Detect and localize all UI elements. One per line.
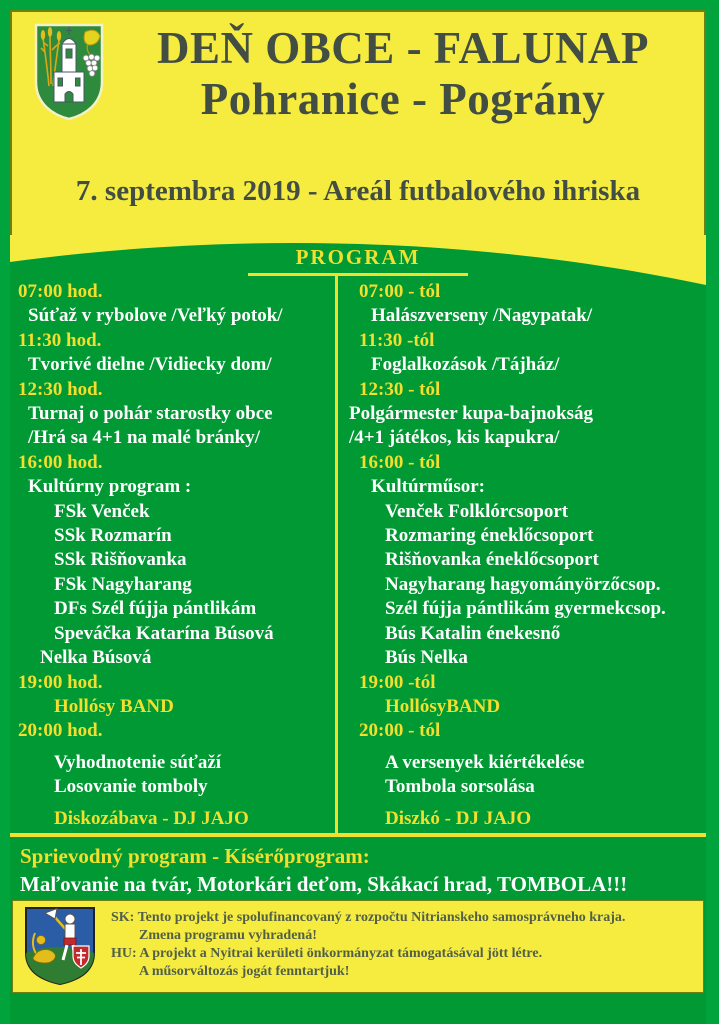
program-line: Nagyharang hagyományörzőcsop. [385,573,661,595]
program-line: Kultúrny program : [28,476,192,498]
program-line: Turnaj o pohár starostky obce [28,403,273,425]
program-line: 07:00 - tól [359,281,441,302]
program-line: Rozmaring éneklőcsoport [385,525,594,547]
program-line: Diskozábava - DJ JAJO [54,807,249,829]
program-line: SSk Rišňovanka [54,549,187,571]
side-program-items: Maľovanie na tvár, Motorkári deťom, Skákací hrad, TOMBOLA!!! [20,871,628,896]
program-columns [10,280,706,831]
sponsor-line: Zmena programu vyhradená! [139,927,317,943]
sponsor-text-block [111,901,625,981]
program-line: /Hrá sa 4+1 na malé bránky/ [28,427,260,449]
program-line: Hollósy BAND [54,695,174,717]
program-line: Bús Katalin énekesnő [385,622,561,644]
program-line: 12:30 hod. [18,378,103,400]
region-coat-of-arms-icon [23,905,97,987]
section-separator-line [10,833,706,837]
program-line: HollósyBAND [385,695,501,717]
program-line: 11:30 -tól [359,329,435,351]
program-line: 16:00 hod. [18,451,103,473]
program-line: Rišňovanka éneklőcsoport [385,549,599,571]
program-line: DFs Szél fújja pántlikám [54,598,257,620]
program-line: Venček Folklórcsoport [385,500,569,522]
event-date-location: 7. septembra 2019 - Areál futbalového ihriska [75,175,641,208]
program-line: Súťaž v rybolove /Veľký potok/ [28,305,283,327]
event-title-line2: Pohranice - Pográny [200,73,606,124]
program-line: Vyhodnotenie súťaží [54,751,222,773]
header-banner [10,10,706,235]
program-line: FSk Nagyharang [54,573,192,595]
program-line: 07:00 hod. [18,281,103,302]
program-line: 19:00 hod. [18,671,103,693]
program-column-hungarian [335,280,706,831]
program-line: 20:00 hod. [18,720,103,742]
program-heading: PROGRAM [295,245,421,269]
event-title-line1: DEŇ OBCE - FALUNAP [157,23,649,73]
program-line: Nelka Búsová [40,647,152,669]
program-line: Tvorivé dielne /Vidiecky dom/ [28,354,272,376]
program-line: 11:30 hod. [18,329,102,351]
program-line: FSk Venček [54,500,150,522]
program-line: Bús Nelka [385,647,468,669]
program-line: A versenyek kiértékelése [385,751,585,773]
program-panel [10,235,706,1024]
program-line: 12:30 - tól [359,378,441,400]
program-column-slovak [10,280,335,831]
sponsor-line: HU: A projekt a Nyitrai kerületi önkormányzat támogatásával jött létre. [111,945,543,961]
program-line: Diszkó - DJ JAJO [385,807,532,829]
program-line: 20:00 - tól [359,720,441,742]
program-heading-underline [248,273,468,276]
sponsor-banner [12,900,704,993]
program-line: Speváčka Katarína Búsová [54,622,274,644]
program-line: 16:00 - tól [359,451,441,473]
program-line: 19:00 -tól [359,671,436,693]
village-coat-of-arms-icon [33,22,105,122]
program-line: Losovanie tomboly [54,776,208,798]
program-line: /4+1 játékos, kis kapukra/ [349,427,560,449]
program-line: Szél fújja pántlikám gyermekcsop. [385,598,666,620]
sponsor-line: A műsorváltozás jogát fenntartjuk! [139,963,350,979]
program-line: Polgármester kupa-bajnokság [349,403,594,425]
side-program-title: Sprievodný program - Kísérőprogram: [20,843,370,868]
program-line: Kultúrműsor: [371,476,485,498]
program-line: Halászverseny /Nagypatak/ [371,305,593,327]
program-line: Tombola sorsolása [385,776,535,798]
sponsor-line: SK: Tento projekt je spolufinancovaný z rozpočtu Nitrianskeho samosprávneho kraja. [111,909,626,925]
program-line: Foglalkozások /Tájház/ [371,354,560,376]
program-line: SSk Rozmarín [54,525,172,547]
